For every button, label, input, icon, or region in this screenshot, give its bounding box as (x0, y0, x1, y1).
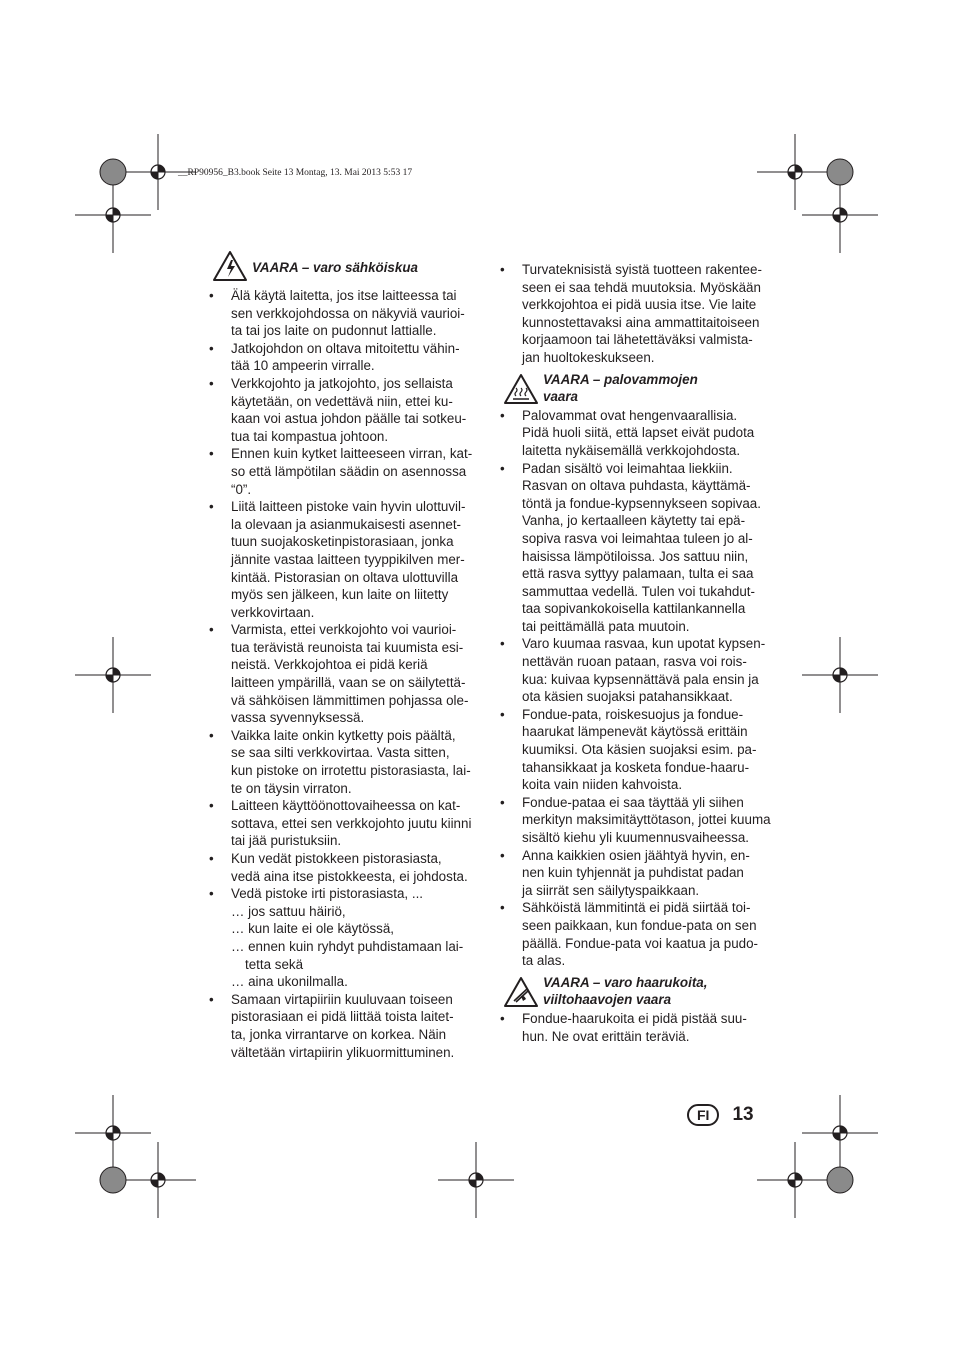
page-number: 13 (732, 1104, 754, 1125)
sub-item: … jos sattuu häiriö, (231, 903, 346, 919)
text-line: sen verkkojohdossa on näkyviä vaurioi- (231, 305, 465, 321)
text-line: Varmista, ettei verkkojohto voi vaurioi- (231, 622, 457, 638)
text-line: ta alas. (522, 953, 566, 969)
text-line: koita vain niiden kahvoista. (522, 777, 683, 793)
text-line: tai peittämällä pata muutoin. (522, 618, 690, 634)
warning-title: VAARA – varo haarukoita, viiltohaavojen vaara (543, 974, 708, 1008)
text-line: Laitteen käyttöönottovaiheessa on kat- (231, 798, 461, 814)
text-line: sammuttaa vedellä. Tulen voi tukahdut- (522, 583, 755, 599)
list-item (497, 635, 772, 705)
text-line: käytetään, on vedettävä niin, ettei ku- (231, 393, 453, 409)
cut-warning (497, 974, 772, 1009)
bullet-icon: • (500, 460, 505, 476)
text-line: vä sähköisen lämmittimen pohjassa ole- (231, 692, 469, 708)
bullet-icon: • (209, 851, 214, 866)
text-line: vältetään virtapiirin ylikuormittuminen. (231, 1044, 455, 1060)
text-line: kaan voi astua johdon päälle tai sotkeu- (231, 411, 467, 427)
text-line: sopiva rasva voi leimahtaa tuleen jo al- (522, 530, 753, 546)
left-bullet-list (206, 287, 482, 1061)
text-line: taa sopivankokoisella kattilankannella (522, 601, 746, 617)
text-line: kuumiksi. Ota käsien suojaksi esim. pa- (522, 742, 757, 758)
text-line: Verkkojohto ja jatkojohto, jos sellaista (231, 375, 453, 391)
bullet-icon: • (209, 622, 214, 638)
electric-shock-warning (206, 256, 482, 286)
text-line: tahansikkaat ja kosketa fondue-haaru- (522, 759, 750, 775)
right-column (497, 261, 772, 1045)
text-line: kun pistoke on irrotettu pistorasiasta, lai- (231, 763, 471, 779)
list-item (497, 407, 772, 460)
text-line: ja siirrät sen säilytyspaikkaan. (522, 882, 700, 898)
text-line: tuun suojakosketinpistorasiaan, jonka (231, 534, 454, 550)
text-line: ota käsien suojaksi patahansikkaat. (522, 689, 733, 705)
text-line: ta tai jos laite on pudonnut lattialle. (231, 323, 437, 339)
text-line: verkkojohtoa ei pidä uusia itse. Vie laite (522, 297, 757, 313)
text-line: Jatkojohdon on oltava mitoitettu vähin- (231, 340, 460, 356)
list-item (206, 727, 482, 797)
bullet-icon: • (500, 706, 505, 722)
warning-title: VAARA – palovammojen vaara (543, 371, 698, 405)
text-line: kua: kuivaa kypsennättävä pala ensin ja (522, 671, 759, 687)
text-line: Fondue-pata, roiskesuojus ja fondue- (522, 706, 744, 722)
text-line: Liitä laitteen pistoke vain hyvin ulottuvil- (231, 499, 466, 515)
list-item (497, 1010, 772, 1045)
burn-warning (497, 371, 772, 406)
text-line: so että lämpötilan säädin on asennossa (231, 463, 467, 479)
text-line: Padan sisältö voi leimahtaa liekkiin. (522, 460, 733, 476)
text-line: Kun vedät pistokkeen pistorasiasta, (231, 851, 442, 866)
text-line: kunnostettavaksi aina ammattitaitoiseen (522, 314, 760, 330)
bullet-icon: • (209, 991, 214, 1007)
bullet-icon: • (209, 727, 214, 743)
page-footer (687, 1104, 754, 1126)
list-item (497, 460, 772, 636)
list-item (206, 621, 482, 727)
text-line: Ennen kuin kytket laitteeseen virran, kat- (231, 446, 473, 462)
text-line: verkkovirtaan. (231, 604, 315, 620)
bullet-icon: • (209, 340, 214, 356)
text-line: hun. Ne ovat erittäin teräviä. (522, 1028, 690, 1044)
text-line: laitetta nykäisemällä verkkojohdosta. (522, 442, 741, 458)
text-line: päällä. Fondue-pata voi kaatua ja pudo- (522, 935, 758, 951)
text-line: kintää. Pistorasian on oltava ulottuvilla (231, 569, 459, 585)
text-line: jan huoltokeskukseen. (522, 349, 655, 365)
list-item (206, 885, 482, 991)
text-line: Vaikka laite onkin kytketty pois päältä, (231, 727, 456, 743)
list-item (206, 340, 482, 375)
text-line: ta, jonka virrantarve on korkea. Näin (231, 1026, 447, 1042)
list-item (497, 847, 772, 900)
text-line: Palovammat ovat hengenvaarallisia. (522, 407, 738, 423)
sub-item: … ennen kuin ryhdyt puhdistamaan lai- (231, 938, 464, 954)
text-line: merkityn maksimitäyttötason, jottei kuuma (522, 812, 771, 828)
list-item (206, 375, 482, 445)
text-line: “0”. (231, 481, 252, 497)
text-line: Varo kuumaa rasvaa, kun upotat kypsen- (522, 636, 766, 652)
text-line: Anna kaikkien osien jäähtyä hyvin, en- (522, 847, 750, 863)
text-line: että rasva syttyy palamaan, tulta ei saa (522, 566, 754, 582)
bullet-icon: • (500, 262, 505, 277)
list-item (206, 287, 482, 340)
electric-shock-warning-icon (212, 250, 248, 282)
sub-item: … kun laite ei ole käytössä, (231, 921, 395, 937)
corner-marks-bottom (75, 1095, 878, 1218)
bullet-icon: • (500, 636, 505, 652)
text-line: nettävän ruoan pataan, rasva voi rois- (522, 654, 747, 670)
right-intro-list (497, 261, 772, 367)
left-column (206, 256, 482, 1061)
list-item (206, 498, 482, 621)
text-line: te on täysin virraton. (231, 780, 352, 796)
sub-item: … aina ukonilmalla. (231, 974, 348, 990)
fork-bullet-list (497, 1010, 772, 1045)
bullet-icon: • (500, 794, 505, 810)
text-line: neistä. Verkkojohtoa ei pidä keriä (231, 657, 428, 673)
burn-bullet-list (497, 407, 772, 970)
text-line: seen paikkaan, kun fondue-pata on sen (522, 917, 757, 933)
text-line: laitteen ympärillä, vaan se on säilytettä- (231, 675, 466, 691)
bullet-icon: • (209, 375, 214, 391)
list-item (497, 706, 772, 794)
hot-surface-warning-icon (503, 373, 539, 405)
text-line: la olevaan ja asianmukaisesti asennet- (231, 516, 462, 532)
text-line: jännite vastaa laitteen tyyppikilven mer- (231, 551, 465, 567)
text-line: myös sen jälkeen, kun laite on liitetty (231, 587, 449, 603)
warning-title: VAARA – varo sähköiskua (252, 260, 418, 275)
text-line: Älä käytä laitetta, jos itse laitteessa tai (231, 288, 457, 303)
bullet-icon: • (209, 446, 214, 462)
bullet-icon: • (209, 288, 214, 303)
file-info-header: __RP90956_B3.book Seite 13 Montag, 13. Mai 2013 5:53 17 (178, 168, 413, 178)
text-line: Fondue-haarukoita ei pidä pistää suu- (522, 1010, 747, 1026)
text-line: Vedä pistoke irti pistorasiasta, ... (231, 886, 424, 902)
text-line: sottava, ettei sen verkkojohto juutu kiinni (231, 815, 472, 831)
text-line: Samaan virtapiiriin kuuluvaan toiseen (231, 991, 453, 1007)
text-line: nen kuin tyhjennät ja puhdistat padan (522, 865, 744, 881)
text-line: sisältö kiehu yli kuumennusvaiheessa. (522, 830, 750, 845)
text-line: tua tai kompastua johtoon. (231, 428, 389, 444)
bullet-icon: • (209, 499, 214, 515)
text-line: vassa syvennyksessä. (231, 710, 365, 726)
text-line: Turvateknisistä syistä tuotteen rakentee- (522, 262, 762, 277)
text-line: töntä ja fondue-kypsennykseen sopivaa. (522, 495, 761, 511)
text-line: Sähköistä lämmitintä ei pidä siirtää toi- (522, 900, 751, 916)
text-line: vedä aina itse pistokkeesta, ei johdosta. (231, 868, 468, 884)
text-line: Pidä huoli siitä, että lapset eivät pudota (522, 425, 755, 441)
language-badge: FI (687, 1104, 719, 1126)
text-line: se saa silti verkkovirtaa. Vasta sitten, (231, 745, 450, 761)
text-line: haarukat lämpenevät käytössä erittäin (522, 724, 748, 740)
bullet-icon: • (500, 407, 505, 423)
list-item (206, 797, 482, 850)
bullet-icon: • (209, 886, 214, 902)
corner-marks-top (75, 134, 878, 253)
bullet-icon: • (500, 900, 505, 916)
text-line: seen ei saa tehdä muutoksia. Myöskään (522, 279, 761, 295)
text-line: tai jää puristuksiin. (231, 833, 342, 849)
text-line: tää 10 ampeerin virralle. (231, 358, 375, 374)
text-line: haisissa lämpötiloissa. Jos sattuu niin, (522, 548, 749, 564)
text-line: korjaamoon tai lähetettäväksi valmista- (522, 332, 753, 348)
list-item (206, 850, 482, 885)
bullet-icon: • (209, 798, 214, 814)
text-line: tetta sekä (245, 956, 304, 972)
bullet-icon: • (500, 1010, 505, 1026)
list-item (206, 445, 482, 498)
list-item (206, 991, 482, 1061)
text-line: Vanha, jo kertaalleen käytetty tai epä- (522, 513, 746, 529)
text-line: Fondue-pataa ei saa täyttää yli siihen (522, 794, 744, 810)
text-line: pistorasiaan ei pidä liittää toista laitet- (231, 1009, 454, 1025)
list-item (497, 261, 772, 367)
text-line: Rasvan on oltava puhdasta, käyttämä- (522, 478, 751, 494)
bullet-icon: • (500, 847, 505, 863)
list-item (497, 899, 772, 969)
text-line: tua terävistä reunoista tai kuumista esi- (231, 639, 464, 655)
cut-hazard-warning-icon (503, 976, 539, 1008)
list-item (497, 794, 772, 847)
